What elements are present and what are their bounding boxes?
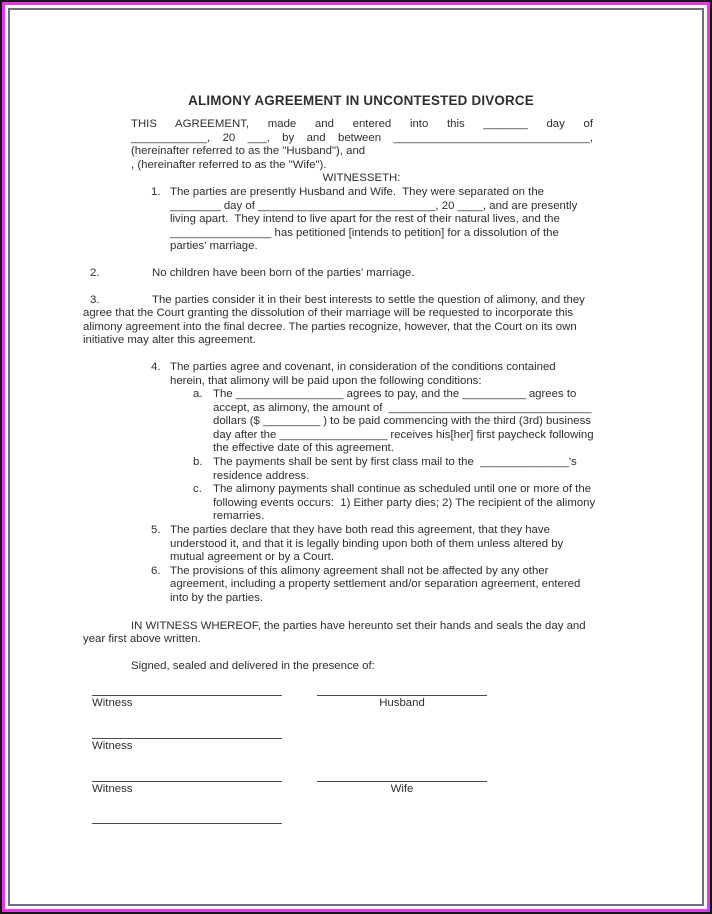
closing-paragraph: IN WITNESS WHEREOF, the parties have hereunto set their hands and seals the day and year first above written. (83, 619, 589, 646)
witness-2-label: Witness (92, 739, 133, 752)
husband-label: Husband (379, 697, 425, 710)
empty-column (317, 738, 487, 754)
subclause-c-text: The alimony payments shall continue as scheduled until one or more of the following events occurs: 1) Either party dies; 2) The recipient of the alimony remarries. (213, 483, 599, 523)
subclause-c (193, 483, 605, 524)
clause-6 (151, 564, 587, 606)
subclause-c-number: c. (193, 483, 202, 496)
opening-line-2: ____________, 20 ___, by and between _______________________________, (131, 131, 593, 144)
witness-2-column (92, 738, 282, 754)
husband-column (317, 695, 487, 711)
subclause-b-text: The payments shall be sent by first class mail to the ______________'s residence address. (213, 456, 580, 482)
witnesseth-heading: WITNESSETH: (322, 172, 401, 185)
witness-3-column (92, 781, 282, 797)
clause-3 (83, 294, 605, 348)
signature-row-4 (92, 823, 487, 824)
clause-6-text: The provisions of this alimony agreement shall not be affected by any other agreement, including a property settlement and/or separation agreement, entered into by the parties. (170, 564, 584, 604)
clause-5-text: The parties declare that they have both read this agreement, that they have understood it, and that it is legally binding upon both of them unless altered by mutual agreement or by a Court. (170, 524, 567, 564)
magenta-border (2, 2, 710, 912)
clause-2-number: 2. (90, 266, 100, 279)
opening-line-3: (hereinafter referred to as the "Husband"), and (131, 145, 366, 158)
clause-4 (151, 360, 587, 388)
husband-signature-line (317, 695, 487, 696)
signature-block (92, 695, 487, 824)
subclause-b (193, 456, 605, 483)
subclause-a-number: a. (193, 388, 203, 401)
wife-signature-line (317, 781, 487, 782)
witness-1-label: Witness (92, 697, 133, 710)
clause-6-number: 6. (151, 564, 161, 577)
signature-row-2 (92, 738, 487, 754)
extra-signature-column (92, 823, 282, 824)
document-content (83, 94, 605, 824)
witness-1-signature-line (92, 695, 282, 696)
witness-1-column (92, 695, 282, 711)
clause-3-number: 3. (90, 293, 100, 306)
clause-5 (151, 524, 587, 565)
opening-line-4: , (hereinafter referred to as the "Wife"). (131, 158, 327, 171)
signature-row-1 (92, 695, 487, 711)
opening-paragraph (131, 118, 593, 172)
witness-3-label: Witness (92, 782, 133, 795)
wife-label: Wife (390, 782, 414, 795)
extra-signature-line (92, 823, 282, 824)
white-border-gap (5, 5, 707, 909)
clause-3-text: The parties consider it in their best interests to settle the question of alimony, and they agree that the Court granting the dissolution of their marriage will be requested to incorporate this alimony agreement into the final decree. The parties recognize, however, that the Court on its own initiative may alter this agreement. (83, 293, 589, 347)
signed-statement: Signed, sealed and delivered in the presence of: (131, 659, 375, 672)
clause-5-number: 5. (151, 524, 161, 537)
clause-4-number: 4. (151, 360, 161, 373)
witness-2-signature-line (92, 738, 282, 739)
document-page (10, 10, 702, 904)
gray-border (8, 8, 704, 906)
clause-4-text: The parties agree and covenant, in consideration of the conditions contained herein, that alimony will be paid upon the following conditions: (170, 360, 559, 387)
clause-2 (83, 267, 605, 281)
subclause-a-text: The _________________ agrees to pay, and the __________ agrees to accept, as alimony, the amount of ________________________________ dollars ($ _________ ) to be paid commencing with the third (3rd) business day after the _________________ receives his[her] first paycheck following the effective date of this agreement. (213, 388, 597, 455)
wife-column (317, 781, 487, 797)
signature-row-3 (92, 781, 487, 797)
clause-2-text: No children have been born of the parties' marriage. (152, 266, 415, 279)
empty-column-2 (317, 823, 487, 824)
witness-3-signature-line (92, 781, 282, 782)
document-title: ALIMONY AGREEMENT IN UNCONTESTED DIVORCE (188, 93, 534, 108)
clause-1-text: The parties are presently Husband and Wife. They were separated on the ________ day of ____________________________, 20 ____, and are presently living apart. They intend to live apart for the rest of their natural lives, and the ________________ has petitioned [intends to petition] for a dissolution of the parties' marriage. (170, 185, 581, 253)
clause-1-number: 1. (151, 185, 161, 198)
clause-1 (151, 185, 587, 254)
subclause-a (193, 388, 605, 456)
subclause-b-number: b. (193, 456, 203, 469)
opening-line-1: THIS AGREEMENT, made and entered into this _______ day of (131, 118, 593, 130)
